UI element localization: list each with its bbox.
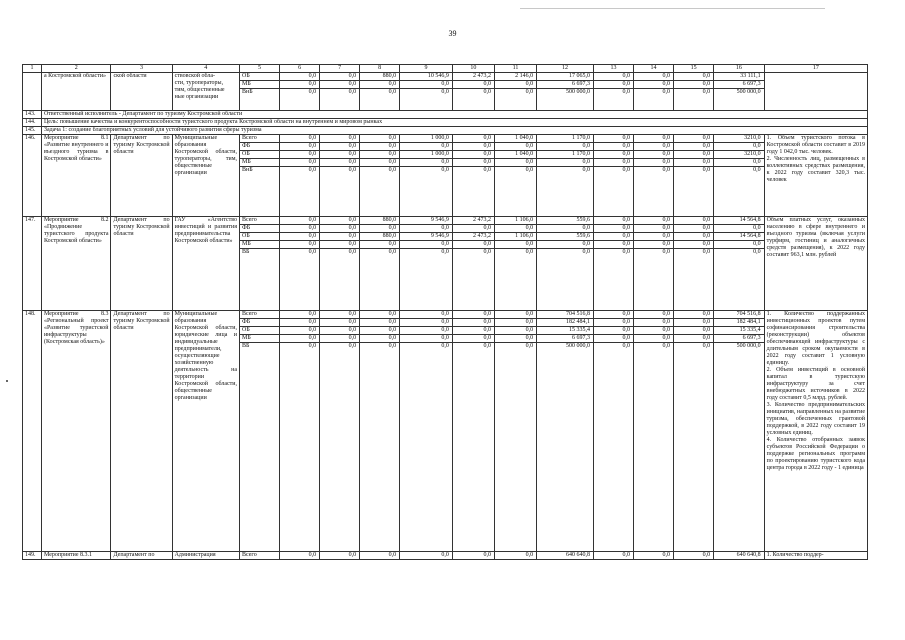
amount-cell: 0,0 [360, 89, 400, 111]
amount-cell: 0,0 [674, 167, 714, 217]
amount-cell: 0,0 [634, 73, 674, 81]
amount-cell: 0,0 [494, 319, 536, 327]
amount-cell: 9 546,9 [400, 217, 453, 225]
amount-cell: 0,0 [593, 327, 633, 335]
amount-cell: 17 065,0 [537, 73, 594, 81]
amount-cell: 0,0 [400, 311, 453, 319]
amount-cell: 0,0 [360, 552, 400, 560]
amount-cell: 0,0 [634, 249, 674, 311]
amount-cell: 0,0 [320, 343, 360, 552]
amount-cell: 0,0 [280, 319, 320, 327]
section-heading-row [23, 127, 868, 135]
amount-cell: 1 170,0 [537, 135, 594, 143]
amount-cell: 0,0 [674, 327, 714, 335]
amount-cell: 0,0 [634, 217, 674, 225]
amount-cell: 0,0 [714, 241, 765, 249]
amount-cell: 0,0 [400, 552, 453, 560]
amount-cell: 640 640,8 [537, 552, 594, 560]
column-number-13: 13 [593, 65, 633, 73]
funding-source: ВБ [240, 343, 280, 552]
amount-cell: 0,0 [320, 81, 360, 89]
amount-cell: 0,0 [593, 151, 633, 159]
target-indicator: Объем платных услуг, оказанных населению в сфере внутреннего и въездного туризма (включая услуги турфирм, гостиниц и аналогичных средств размещения), к 2022 году составит 963,1 млн. рублей [764, 217, 867, 311]
column-number-17: 17 [764, 65, 867, 73]
column-number-3: 3 [111, 65, 172, 73]
amount-cell: 6 697,3 [714, 81, 765, 89]
budget-table-sheet [22, 64, 868, 609]
amount-cell: 0,0 [634, 343, 674, 552]
amount-cell: 1 106,0 [494, 217, 536, 225]
funding-source: МБ [240, 241, 280, 249]
amount-cell: 0,0 [452, 335, 494, 343]
amount-cell: 0,0 [452, 552, 494, 560]
row-id: 149. [23, 552, 42, 560]
amount-cell: 0,0 [452, 311, 494, 319]
amount-cell: 0,0 [320, 89, 360, 111]
amount-cell: 0,0 [674, 135, 714, 143]
amount-cell: 0,0 [320, 73, 360, 81]
amount-cell: 0,0 [452, 225, 494, 233]
executor: Департамент по туризму Костромской области [111, 135, 172, 217]
co-executors: ствовской обла- сти, туроператоры, тим, общественные ные организации [172, 73, 239, 111]
amount-cell: 0,0 [320, 319, 360, 327]
amount-cell: 0,0 [494, 241, 536, 249]
executor: Департамент по туризму Костромской области [111, 217, 172, 311]
amount-cell: 0,0 [360, 327, 400, 335]
amount-cell: 0,0 [593, 135, 633, 143]
amount-cell: 0,0 [674, 319, 714, 327]
amount-cell: 0,0 [674, 552, 714, 560]
amount-cell: 0,0 [634, 241, 674, 249]
amount-cell: 0,0 [452, 319, 494, 327]
row-id: 144. [23, 119, 42, 127]
amount-cell: 0,0 [714, 225, 765, 233]
amount-cell: 0,0 [674, 225, 714, 233]
amount-cell: 0,0 [634, 335, 674, 343]
page-number: 39 [448, 29, 457, 38]
amount-cell: 0,0 [593, 552, 633, 560]
amount-cell: 0,0 [360, 167, 400, 217]
amount-cell: 500 000,0 [537, 343, 594, 552]
measure-name: Мероприятие 8.2 «Продвижение туристского продукта Костромской области» [41, 217, 111, 311]
amount-cell: 0,0 [360, 319, 400, 327]
amount-cell: 0,0 [400, 81, 453, 89]
amount-cell: 1 106,0 [494, 233, 536, 241]
funding-source: Всего [240, 135, 280, 143]
top-rule [520, 8, 825, 9]
column-number-8: 8 [360, 65, 400, 73]
row-id: 147. [23, 217, 42, 311]
amount-cell: 0,0 [634, 311, 674, 319]
amount-cell: 0,0 [320, 159, 360, 167]
amount-cell: 0,0 [400, 159, 453, 167]
amount-cell: 0,0 [674, 343, 714, 552]
amount-cell: 559,6 [537, 233, 594, 241]
co-executors: Муниципальные образования Костромской области, юридические лица и индивидуальные предприниматели, осуществляющие хозяйственную деятельность на территории Костромской области, общественные организации [172, 311, 239, 552]
target-indicator [764, 73, 867, 111]
amount-cell: 1 040,0 [494, 135, 536, 143]
amount-cell: 0,0 [452, 159, 494, 167]
amount-cell: 0,0 [714, 249, 765, 311]
amount-cell: 14 564,8 [714, 217, 765, 225]
funding-source: ФБ [240, 319, 280, 327]
amount-cell: 6 697,3 [537, 335, 594, 343]
amount-cell: 0,0 [494, 225, 536, 233]
amount-cell: 0,0 [400, 143, 453, 151]
measure-name: а Костромской области» [41, 73, 111, 111]
amount-cell: 0,0 [494, 167, 536, 217]
amount-cell: 500 000,0 [714, 89, 765, 111]
amount-cell: 500 000,0 [537, 89, 594, 111]
funding-source: ОБ [240, 151, 280, 159]
amount-cell: 0,0 [400, 225, 453, 233]
amount-cell: 0,0 [320, 249, 360, 311]
funding-source: ОБ [240, 233, 280, 241]
amount-cell: 0,0 [280, 343, 320, 552]
amount-cell: 0,0 [593, 311, 633, 319]
amount-cell: 0,0 [674, 81, 714, 89]
amount-cell: 0,0 [634, 143, 674, 151]
amount-cell: 15 335,4 [714, 327, 765, 335]
finance-row [23, 311, 868, 319]
amount-cell: 182 484,1 [714, 319, 765, 327]
amount-cell: 0,0 [634, 327, 674, 335]
column-number-2: 2 [41, 65, 111, 73]
amount-cell: 0,0 [320, 225, 360, 233]
funding-source: ВнБ [240, 167, 280, 217]
co-executors: ГАУ «Агентство инвестиций и развития предпринимательства Костромской области» [172, 217, 239, 311]
section-heading-text: Ответственный исполнитель - Департамент по туризму Костромской области [41, 111, 867, 119]
amount-cell: 0,0 [280, 89, 320, 111]
amount-cell: 0,0 [593, 343, 633, 552]
amount-cell: 2 473,2 [452, 217, 494, 225]
column-number-6: 6 [280, 65, 320, 73]
amount-cell: 0,0 [320, 167, 360, 217]
amount-cell: 0,0 [674, 233, 714, 241]
funding-source: Всего [240, 217, 280, 225]
amount-cell: 0,0 [360, 159, 400, 167]
amount-cell: 0,0 [320, 241, 360, 249]
row-id-empty [23, 73, 42, 111]
row-id: 148. [23, 311, 42, 552]
measure-name: Мероприятие 8.3 «Региональный проект «Развитие туристской инфраструктуры (Костромская область)» [41, 311, 111, 552]
column-number-9: 9 [400, 65, 453, 73]
amount-cell: 0,0 [360, 335, 400, 343]
amount-cell: 15 335,4 [537, 327, 594, 335]
amount-cell: 14 564,8 [714, 233, 765, 241]
amount-cell: 0,0 [537, 241, 594, 249]
scan-speck [6, 380, 8, 382]
funding-source: ОБ [240, 327, 280, 335]
amount-cell: 10 546,9 [400, 73, 453, 81]
co-executors: Администрация [172, 552, 239, 560]
amount-cell: 0,0 [320, 552, 360, 560]
amount-cell: 0,0 [674, 143, 714, 151]
amount-cell: 0,0 [494, 159, 536, 167]
amount-cell: 182 484,1 [537, 319, 594, 327]
amount-cell: 704 516,8 [537, 311, 594, 319]
amount-cell: 0,0 [537, 143, 594, 151]
column-number-14: 14 [634, 65, 674, 73]
amount-cell: 0,0 [674, 159, 714, 167]
amount-cell: 0,0 [494, 327, 536, 335]
amount-cell: 0,0 [634, 81, 674, 89]
finance-row [23, 73, 868, 81]
amount-cell: 3210,0 [714, 151, 765, 159]
amount-cell: 0,0 [280, 335, 320, 343]
column-number-15: 15 [674, 65, 714, 73]
amount-cell: 2 473,2 [452, 73, 494, 81]
amount-cell: 0,0 [320, 217, 360, 225]
amount-cell: 0,0 [674, 73, 714, 81]
amount-cell: 0,0 [280, 167, 320, 217]
amount-cell: 0,0 [360, 241, 400, 249]
amount-cell: 0,0 [593, 217, 633, 225]
amount-cell: 0,0 [593, 143, 633, 151]
amount-cell: 0,0 [452, 241, 494, 249]
amount-cell: 0,0 [400, 241, 453, 249]
amount-cell: 0,0 [280, 311, 320, 319]
table-body [23, 65, 868, 560]
executor: Департамент по [111, 552, 172, 560]
column-number-5: 5 [240, 65, 280, 73]
amount-cell: 0,0 [280, 552, 320, 560]
amount-cell: 0,0 [494, 143, 536, 151]
funding-source: МБ [240, 81, 280, 89]
amount-cell: 0,0 [674, 241, 714, 249]
amount-cell: 0,0 [360, 249, 400, 311]
amount-cell: 9 546,9 [400, 233, 453, 241]
amount-cell: 0,0 [320, 327, 360, 335]
amount-cell: 0,0 [634, 159, 674, 167]
amount-cell: 640 640,8 [714, 552, 765, 560]
amount-cell: 6 697,3 [714, 335, 765, 343]
amount-cell: 880,0 [360, 73, 400, 81]
amount-cell: 0,0 [494, 343, 536, 552]
amount-cell: 0,0 [280, 81, 320, 89]
amount-cell: 0,0 [360, 311, 400, 319]
amount-cell: 0,0 [452, 343, 494, 552]
amount-cell: 0,0 [400, 167, 453, 217]
measure-name: Мероприятие 8.1 «Развитие внутреннего и въездного туризма в Костромской области» [41, 135, 111, 217]
column-number-16: 16 [714, 65, 765, 73]
funding-source: Всего [240, 552, 280, 560]
target-indicator: 1. Количество поддер- [764, 552, 867, 560]
funding-source: ФБ [240, 225, 280, 233]
amount-cell: 0,0 [714, 143, 765, 151]
amount-cell: 0,0 [674, 151, 714, 159]
column-number-7: 7 [320, 65, 360, 73]
amount-cell: 0,0 [537, 249, 594, 311]
amount-cell: 0,0 [714, 159, 765, 167]
amount-cell: 0,0 [674, 89, 714, 111]
amount-cell: 0,0 [593, 225, 633, 233]
amount-cell: 0,0 [593, 249, 633, 311]
amount-cell: 0,0 [634, 89, 674, 111]
amount-cell: 0,0 [494, 552, 536, 560]
amount-cell: 0,0 [494, 311, 536, 319]
amount-cell: 500 000,0 [714, 343, 765, 552]
amount-cell: 0,0 [360, 343, 400, 552]
amount-cell: 0,0 [360, 81, 400, 89]
amount-cell: 0,0 [714, 167, 765, 217]
target-indicator: 1. Объем туристского потока в Костромской области составит в 2019 году 1 042,0 тыс. человек. 2. Численность лиц, размещенных в коллективных средствах размещения, к 2022 году составит 320,3 тыс. человек [764, 135, 867, 217]
amount-cell: 0,0 [494, 249, 536, 311]
column-number-row [23, 65, 868, 73]
funding-source: ВнБ [240, 89, 280, 111]
amount-cell: 0,0 [280, 159, 320, 167]
finance-row [23, 552, 868, 560]
amount-cell: 1 170,0 [537, 151, 594, 159]
amount-cell: 0,0 [360, 151, 400, 159]
amount-cell: 0,0 [320, 143, 360, 151]
amount-cell: 0,0 [400, 319, 453, 327]
amount-cell: 0,0 [634, 319, 674, 327]
amount-cell: 0,0 [400, 89, 453, 111]
amount-cell: 0,0 [280, 143, 320, 151]
amount-cell: 0,0 [674, 217, 714, 225]
amount-cell: 0,0 [360, 143, 400, 151]
amount-cell: 0,0 [634, 135, 674, 143]
amount-cell: 0,0 [634, 233, 674, 241]
section-heading-text: Задача 1: создание благоприятных условий для устойчивого развития сферы туризма [41, 127, 867, 135]
amount-cell: 0,0 [537, 159, 594, 167]
amount-cell: 880,0 [360, 217, 400, 225]
amount-cell: 0,0 [320, 233, 360, 241]
amount-cell: 0,0 [593, 73, 633, 81]
amount-cell: 1 040,0 [494, 151, 536, 159]
amount-cell: 0,0 [280, 135, 320, 143]
amount-cell: 0,0 [280, 327, 320, 335]
amount-cell: 0,0 [593, 233, 633, 241]
amount-cell: 0,0 [320, 151, 360, 159]
amount-cell: 0,0 [452, 167, 494, 217]
column-number-11: 11 [494, 65, 536, 73]
amount-cell: 3210,0 [714, 135, 765, 143]
amount-cell: 0,0 [593, 89, 633, 111]
funding-source: ФБ [240, 143, 280, 151]
amount-cell: 0,0 [400, 343, 453, 552]
amount-cell: 0,0 [280, 73, 320, 81]
amount-cell: 0,0 [280, 217, 320, 225]
amount-cell: 0,0 [320, 311, 360, 319]
amount-cell: 0,0 [400, 335, 453, 343]
amount-cell: 0,0 [593, 319, 633, 327]
amount-cell: 0,0 [400, 249, 453, 311]
amount-cell: 0,0 [537, 225, 594, 233]
amount-cell: 0,0 [320, 335, 360, 343]
amount-cell: 1 000,0 [400, 151, 453, 159]
amount-cell: 0,0 [280, 241, 320, 249]
budget-table [22, 64, 868, 560]
amount-cell: 0,0 [593, 159, 633, 167]
section-heading-row [23, 119, 868, 127]
amount-cell: 2 473,2 [452, 233, 494, 241]
amount-cell: 0,0 [674, 249, 714, 311]
row-id: 145. [23, 127, 42, 135]
amount-cell: 33 111,1 [714, 73, 765, 81]
amount-cell: 0,0 [452, 89, 494, 111]
measure-name: Мероприятие 8.3.1 [41, 552, 111, 560]
amount-cell: 0,0 [280, 225, 320, 233]
amount-cell: 0,0 [674, 335, 714, 343]
amount-cell: 880,0 [360, 233, 400, 241]
amount-cell: 0,0 [280, 151, 320, 159]
column-number-4: 4 [172, 65, 239, 73]
amount-cell: 0,0 [360, 225, 400, 233]
amount-cell: 1 000,0 [400, 135, 453, 143]
amount-cell: 0,0 [593, 167, 633, 217]
executor: ской области [111, 73, 172, 111]
funding-source: МБ [240, 335, 280, 343]
finance-row [23, 135, 868, 143]
section-heading-row [23, 111, 868, 119]
column-number-1: 1 [23, 65, 42, 73]
funding-source: МБ [240, 159, 280, 167]
funding-source: ОБ [240, 73, 280, 81]
amount-cell: 0,0 [280, 233, 320, 241]
amount-cell: 0,0 [593, 81, 633, 89]
amount-cell: 0,0 [537, 167, 594, 217]
amount-cell: 0,0 [452, 249, 494, 311]
row-id: 146. [23, 135, 42, 217]
amount-cell: 0,0 [320, 135, 360, 143]
amount-cell: 0,0 [494, 89, 536, 111]
amount-cell: 0,0 [494, 81, 536, 89]
column-number-10: 10 [452, 65, 494, 73]
amount-cell: 0,0 [400, 327, 453, 335]
amount-cell: 0,0 [280, 249, 320, 311]
amount-cell: 0,0 [634, 151, 674, 159]
amount-cell: 6 697,3 [537, 81, 594, 89]
amount-cell: 0,0 [452, 327, 494, 335]
amount-cell: 0,0 [452, 151, 494, 159]
amount-cell: 0,0 [360, 135, 400, 143]
amount-cell: 0,0 [494, 335, 536, 343]
column-number-12: 12 [537, 65, 594, 73]
target-indicator: 1. Количество поддержанных инвестиционных проектов путем софинансирования строительства (реконструкции) объектов обеспечивающей инфраструктуры с длительным сроком окупаемости в 2022 году составит 1 условную единицу. 2. Объем инвестиций в основной капитал в туристскую инфраструктуру за счет внебюджетных источников в 2022 году составит 0,5 млрд. рублей. 3. Количество предпринимательских инициатив, направленных на развитие туризма, обеспеченных грантовой поддержкой, в 2022 году составит 19 условных единиц. 4. Количество отобранных заявок субъектов Российской Федерации о поддержке региональных программ по проектированию туристского кода центра города в 2022 году - 1 единица [764, 311, 867, 552]
section-heading-text: Цель: повышение качества и конкурентоспособности туристского продукта Костромской области на внутреннем и мировом рынках [41, 119, 867, 127]
co-executors: Муниципальные образования Костромской области, туроператоры, тим, общественные организации [172, 135, 239, 217]
amount-cell: 0,0 [593, 241, 633, 249]
amount-cell: 2 146,0 [494, 73, 536, 81]
amount-cell: 559,6 [537, 217, 594, 225]
amount-cell: 0,0 [634, 167, 674, 217]
executor: Департамент по туризму Костромской области [111, 311, 172, 552]
finance-row [23, 217, 868, 225]
amount-cell: 0,0 [634, 552, 674, 560]
amount-cell: 0,0 [452, 143, 494, 151]
amount-cell: 704 516,8 [714, 311, 765, 319]
amount-cell: 0,0 [452, 81, 494, 89]
amount-cell: 0,0 [593, 335, 633, 343]
funding-source: Всего [240, 311, 280, 319]
row-id: 143. [23, 111, 42, 119]
amount-cell: 0,0 [452, 135, 494, 143]
amount-cell: 0,0 [674, 311, 714, 319]
amount-cell: 0,0 [634, 225, 674, 233]
funding-source: ВБ [240, 249, 280, 311]
